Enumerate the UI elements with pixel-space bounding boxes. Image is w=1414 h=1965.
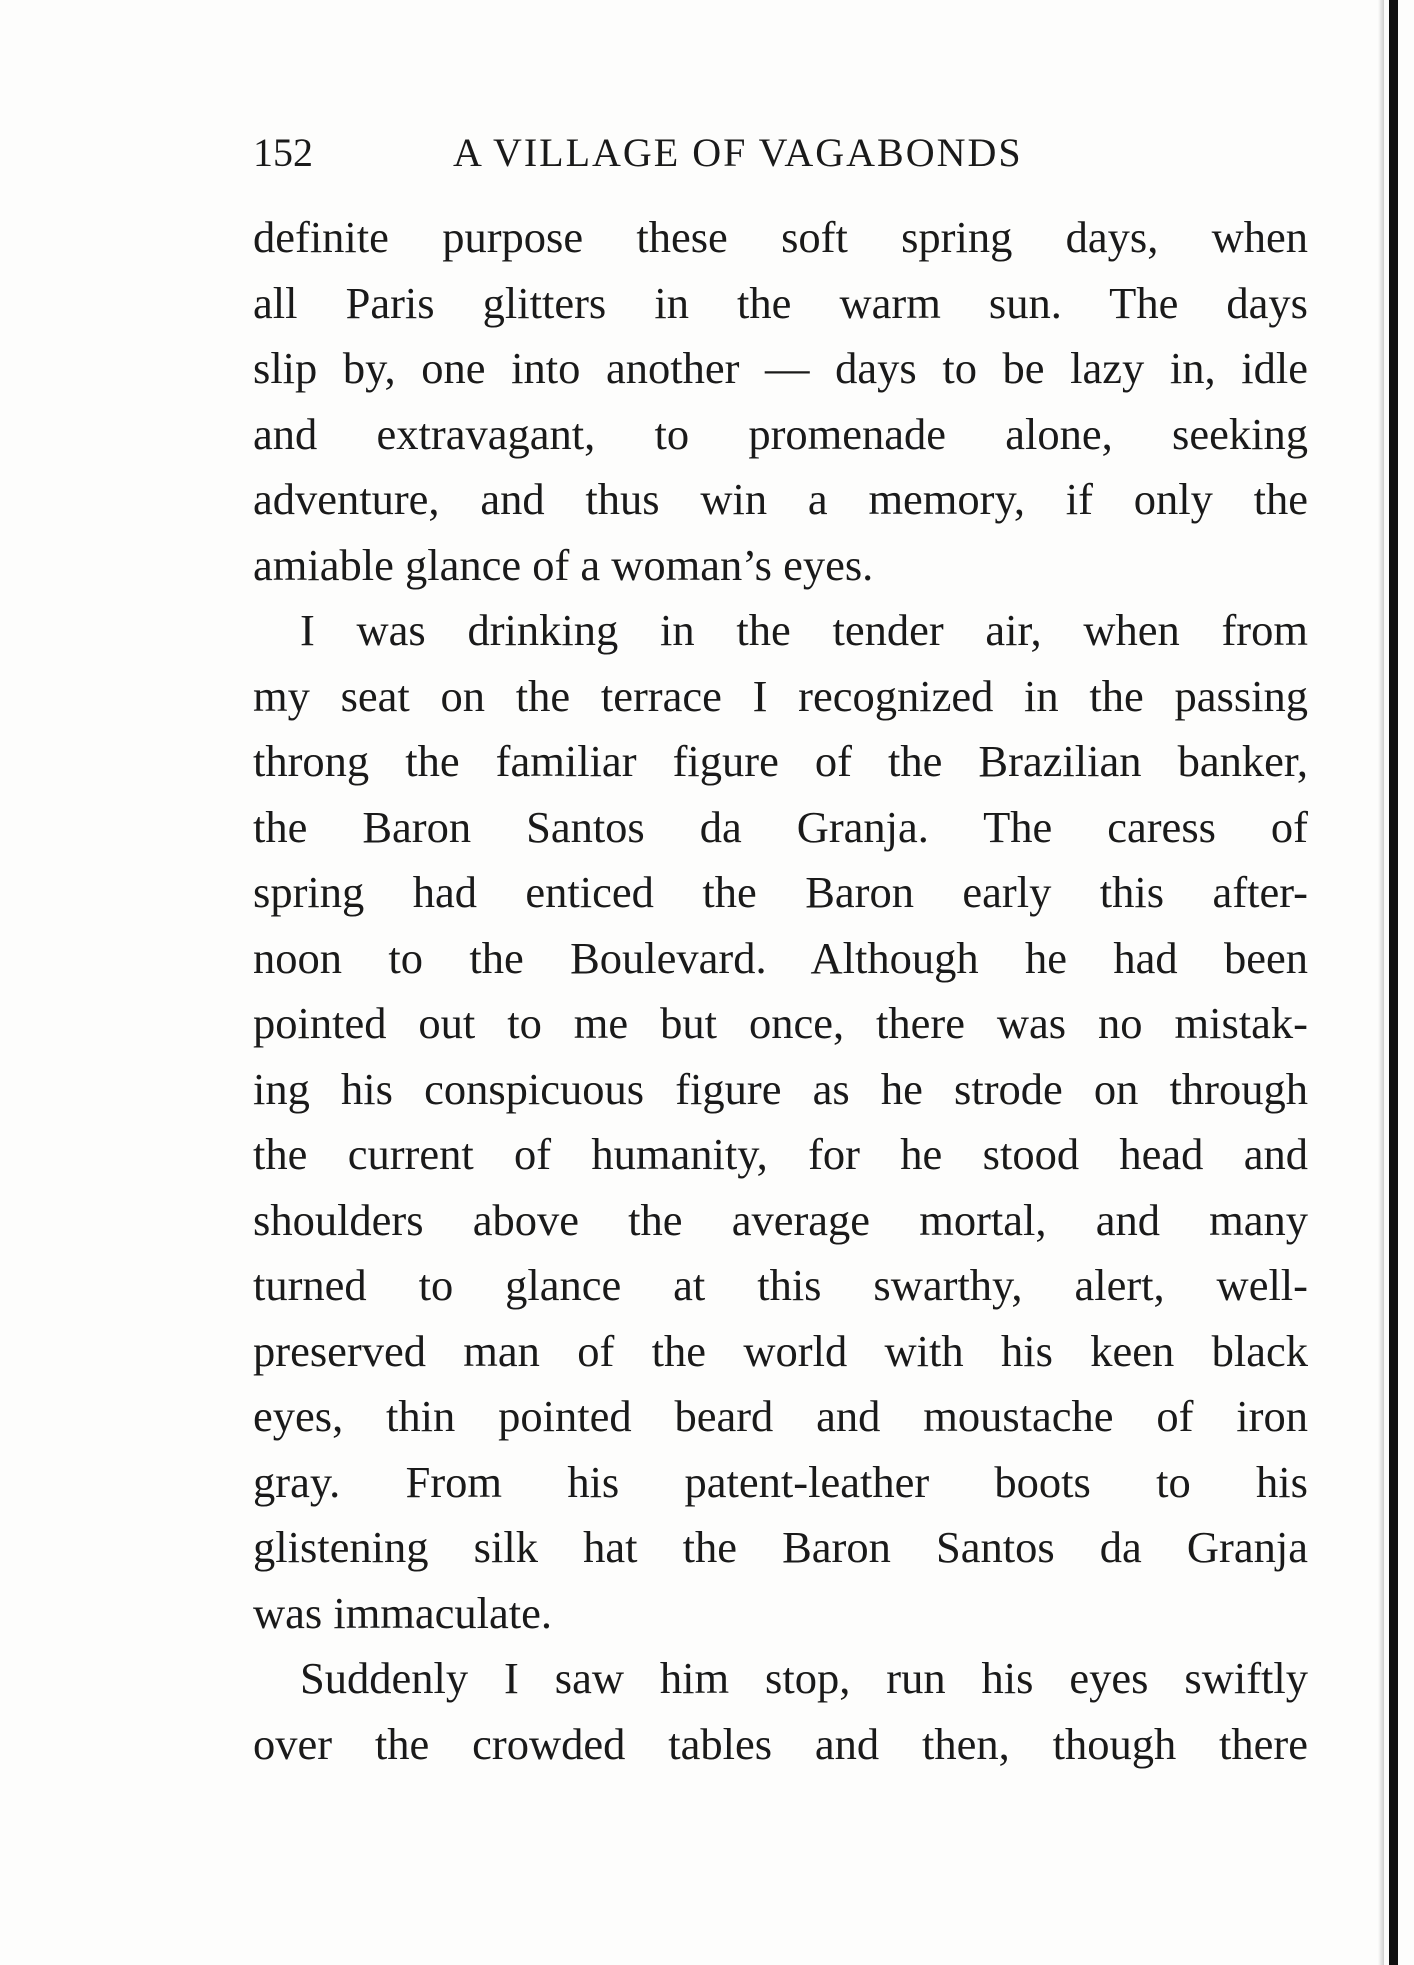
text-line: preserved man of the world with his keen black [253, 1325, 1308, 1376]
text-line: eyes, thin pointed beard and moustache of iron [253, 1391, 1308, 1441]
text-line: gray. From his patent-leather boots to his [253, 1456, 1308, 1507]
text-line: definite purpose these soft spring days, when [253, 212, 1308, 262]
body-text [253, 205, 1308, 1777]
text-line: amiable glance of a woman’s eyes. [253, 539, 874, 590]
text-line: all Paris glitters in the warm sun. The days [253, 277, 1308, 328]
text-line: was immaculate. [253, 1587, 553, 1638]
page-number: 152 [253, 130, 313, 175]
book-spine-edge [1389, 0, 1398, 1965]
text-line: the Baron Santos da Granja. The caress of [253, 801, 1308, 852]
text-line: shoulders above the average mortal, and many [253, 1194, 1308, 1245]
text-line: noon to the Boulevard. Although he had been [253, 932, 1308, 983]
text-line: pointed out to me but once, there was no mistak- [253, 998, 1308, 1048]
text-line: the current of humanity, for he stood head and [253, 1129, 1308, 1179]
text-line: glistening silk hat the Baron Santos da Granja [253, 1522, 1308, 1572]
text-line: and extravagant, to promenade alone, seeking [253, 408, 1308, 459]
text-line: spring had enticed the Baron early this after- [253, 867, 1308, 917]
running-head [253, 128, 1308, 178]
text-line: turned to glance at this swarthy, alert, well- [253, 1260, 1308, 1310]
text-line: over the crowded tables and then, though there [253, 1718, 1308, 1769]
running-title: A VILLAGE OF VAGABONDS [453, 130, 1023, 175]
text-line: I was drinking in the tender air, when from [300, 605, 1308, 655]
text-line: slip by, one into another — days to be lazy in, idle [253, 343, 1308, 393]
text-line: adventure, and thus win a memory, if only the [253, 474, 1308, 524]
text-line: Suddenly I saw him stop, run his eyes swiftly [300, 1653, 1308, 1703]
spine-shadow [1378, 0, 1384, 1965]
text-line: my seat on the terrace I recognized in the passing [253, 670, 1308, 721]
text-line: throng the familiar figure of the Brazilian banker, [253, 736, 1308, 786]
text-line: ing his conspicuous figure as he strode on through [253, 1063, 1308, 1114]
